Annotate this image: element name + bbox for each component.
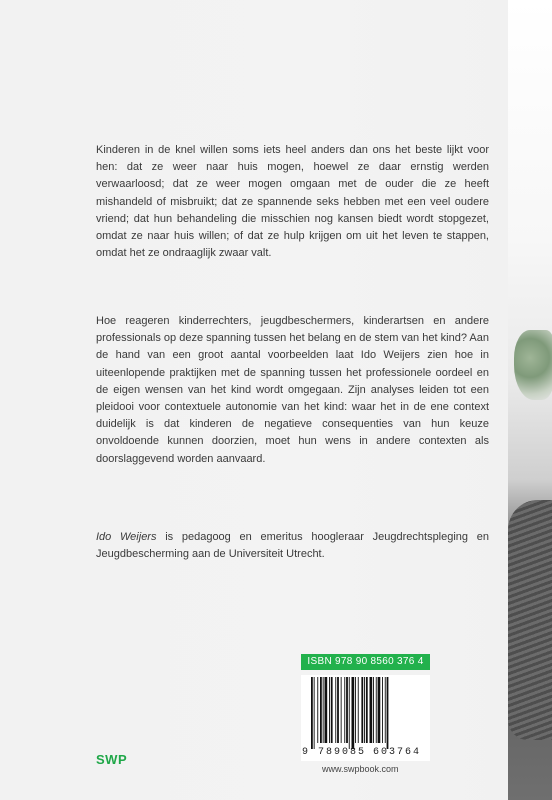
barcode-left-digits: 789085 [318,747,367,758]
publisher-website: www.swpbook.com [322,764,399,774]
barcode-bar [335,677,336,743]
barcode-bar [355,677,356,743]
barcode-first-digit: 9 [302,747,309,758]
author-name: Ido Weijers [96,531,157,543]
barcode-bar [387,677,389,749]
barcode-bar [385,677,386,743]
chair-image [508,500,552,740]
barcode-bar [344,677,345,743]
isbn-label: ISBN 978 90 8560 376 4 [301,654,430,670]
blurb-paragraph-2: Hoe reageren kinderrechters, jeugdbeschermers, kinderartsen en andere professionals op deze spanning tussen het belang en de stem van het kind? Aan de hand van een groot aantal voorbeelden laat Ido Weijers zien hoe in uiteenlopende praktijken met de spanning tussen het professionele oordeel en de eigen wensen van het kind wordt omgegaan. Zijn analyses leiden tot een pleidooi voor contextuele autonomie van het kind: waar het in de ene context duidelijk is dat kinderen de negatieve consequenties van hun keuze onvoldoende kunnen doorzien, moet hun wens in andere contexten als doorslaggevend worden aanvaard. [96,315,489,465]
barcode-bar [337,677,339,743]
barcode-bar [366,677,368,743]
barcode-bar [323,677,324,743]
barcode-bar [341,677,342,743]
barcode-bar [373,677,374,743]
barcode-bar [352,677,355,749]
barcode-bar [325,677,328,743]
barcode-bar [311,677,313,749]
publisher-logo: SWP [96,752,128,767]
barcode-bar [382,677,383,743]
barcode-bar [314,677,315,749]
author-paragraph [96,529,489,563]
barcode-bar [376,677,377,743]
barcode-bar [329,677,330,743]
barcode-bar [331,677,333,743]
blurb-paragraph-1: Kinderen in de knel willen soms iets heel anders dan ons het beste lijkt voor hen: dat ze weer naar huis mogen, hoewel ze daar ernstig werden verwaarloosd; dat ze weer mogen omgaan met de ouder die ze heeft mishandeld of misbruikt; dat ze spannende seks hebben met een veel oudere vriend; dat hun behandeling die misschien nog kansen biedt wordt stopgezet, omdat ze naar huis willen; of dat ze hulp krijgen om uit het leven te stappen, omdat het ze ondraaglijk zwaar valt. [96,144,489,260]
barcode-right-digits: 603764 [373,747,422,758]
barcode-bar [361,677,363,743]
barcode-bar [317,677,318,743]
barcode-bar [370,677,373,743]
barcode-bar [378,677,381,743]
barcode-bar [349,677,350,749]
plant-image [514,330,552,400]
barcode-bar [364,677,365,743]
author-bio: is pedagoog en emeritus hoogleraar Jeugdrechtspleging en Jeugdbescherming aan de Universiteit Utrecht. [96,531,489,561]
cover-photo-strip [508,0,552,800]
barcode-bar [320,677,322,743]
barcode [301,675,430,761]
barcode-bar [346,677,348,743]
barcode-bar [358,677,359,743]
